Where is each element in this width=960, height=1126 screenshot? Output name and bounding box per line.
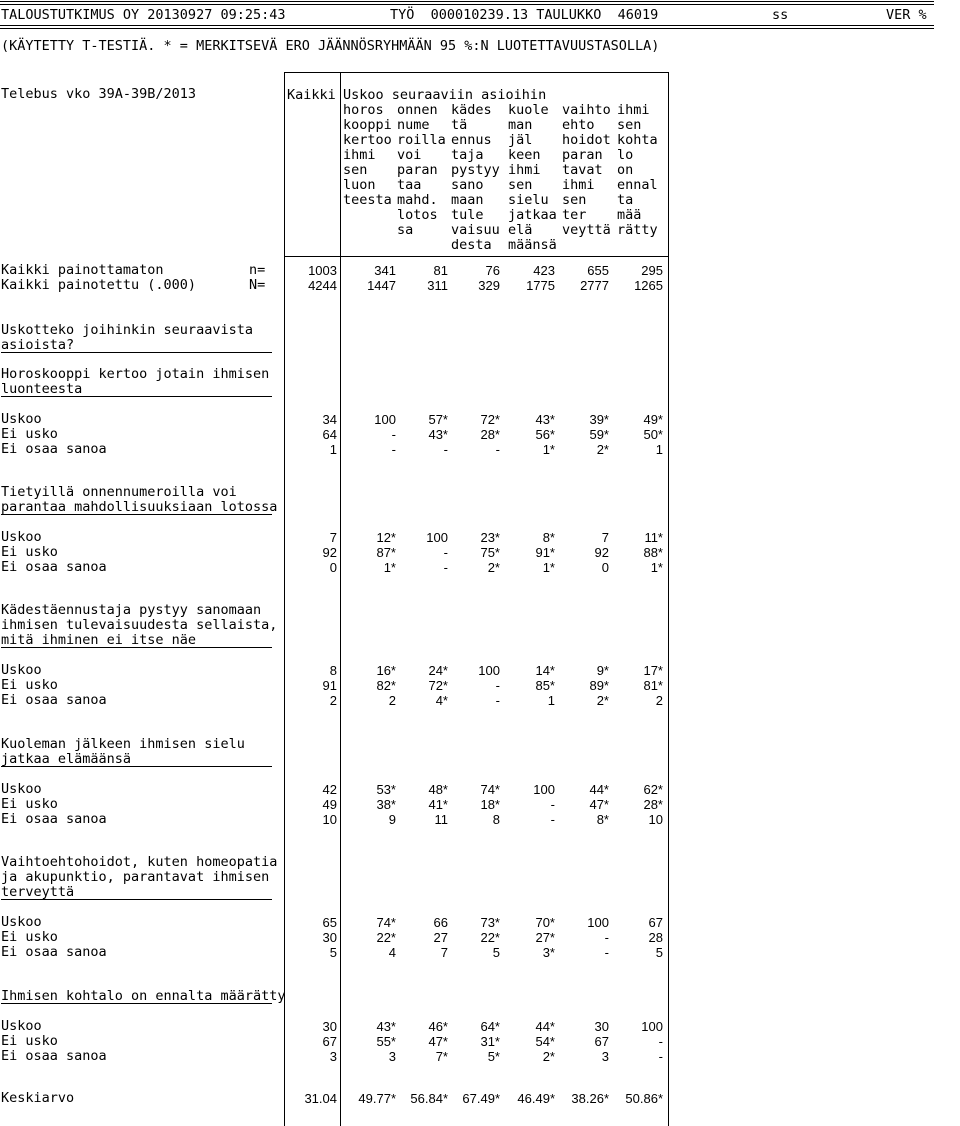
cell-value: 9* bbox=[596, 663, 609, 678]
cell-value: 27 bbox=[433, 930, 448, 945]
totals-value: 4244 bbox=[308, 278, 337, 293]
cell-value: 70* bbox=[535, 915, 555, 930]
section-title-line: ihmisen tulevaisuudesta sellaista, bbox=[1, 617, 278, 633]
sub-header-word: hoidot bbox=[562, 132, 611, 148]
sub-header-word: ihmi bbox=[562, 177, 595, 193]
sub-header-word: ehto bbox=[562, 117, 595, 133]
sub-header-word: sen bbox=[508, 177, 533, 193]
cell-value: 7 bbox=[329, 530, 337, 545]
row-label: Ei osaa sanoa bbox=[1, 692, 107, 708]
cell-value: 30 bbox=[594, 1019, 609, 1034]
sub-header-word: sa bbox=[397, 222, 414, 238]
sub-header-word: tavat bbox=[562, 162, 603, 178]
mean-label: Keskiarvo bbox=[1, 1090, 75, 1106]
cell-value: 65 bbox=[322, 915, 337, 930]
sub-header-word: taja bbox=[451, 147, 484, 163]
totals-value: 2777 bbox=[580, 278, 609, 293]
totals-code: n= bbox=[249, 262, 266, 278]
cell-value: 1* bbox=[650, 560, 663, 575]
cell-value: 67 bbox=[594, 1034, 609, 1049]
totals-value: 423 bbox=[533, 263, 555, 278]
section-title-line: mitä ihminen ei itse näe bbox=[1, 632, 197, 648]
sub-header-word: ta bbox=[617, 192, 634, 208]
mean-value: 67.49* bbox=[462, 1091, 500, 1106]
cell-value: 2 bbox=[655, 693, 663, 708]
sub-header-word: on bbox=[617, 162, 634, 178]
cell-value: 48* bbox=[428, 782, 448, 797]
cell-value: 28* bbox=[480, 427, 500, 442]
section-title-underline bbox=[1, 766, 272, 767]
totals-value: 1003 bbox=[308, 263, 337, 278]
cell-value: 53* bbox=[376, 782, 396, 797]
header-bottom-line bbox=[284, 256, 668, 257]
totals-code: N= bbox=[249, 277, 266, 293]
row-label: Uskoo bbox=[1, 781, 42, 797]
cell-value: 24* bbox=[428, 663, 448, 678]
cell-value: 89* bbox=[589, 678, 609, 693]
sub-header-word: man bbox=[508, 117, 533, 133]
cell-value: - bbox=[443, 560, 448, 575]
cell-value: 16* bbox=[376, 663, 396, 678]
version-label: VER % bbox=[886, 7, 927, 23]
cell-value: 2* bbox=[487, 560, 500, 575]
question-line-2: asioista? bbox=[1, 337, 75, 353]
cell-value: 8 bbox=[492, 812, 500, 827]
section-title-underline bbox=[1, 514, 272, 515]
cell-value: 1* bbox=[542, 442, 555, 457]
cell-value: 7 bbox=[440, 945, 448, 960]
cell-value: 2 bbox=[329, 693, 337, 708]
cell-value: 2* bbox=[596, 442, 609, 457]
sub-header-word: kertoo bbox=[343, 132, 392, 148]
cell-value: - bbox=[604, 945, 609, 960]
totals-value: 311 bbox=[427, 278, 448, 293]
cell-value: 91* bbox=[535, 545, 555, 560]
sub-header-word: vaihto bbox=[562, 102, 611, 118]
column-divider-1 bbox=[284, 72, 285, 1126]
sub-header-word: keen bbox=[508, 147, 541, 163]
sub-header-word: sielu bbox=[508, 192, 549, 208]
row-label: Ei osaa sanoa bbox=[1, 1048, 107, 1064]
cell-value: 75* bbox=[480, 545, 500, 560]
section-title-line: parantaa mahdollisuuksiaan lotossa bbox=[1, 499, 278, 515]
row-label: Ei usko bbox=[1, 426, 58, 442]
cell-value: 11 bbox=[434, 812, 448, 827]
cell-value: 57* bbox=[428, 412, 448, 427]
cell-value: 49 bbox=[322, 797, 337, 812]
totals-label: Kaikki painottamaton bbox=[1, 262, 164, 278]
cell-value: 92 bbox=[322, 545, 337, 560]
cell-value: 74* bbox=[480, 782, 500, 797]
sub-header-word: ihmi bbox=[617, 102, 650, 118]
cell-value: - bbox=[391, 427, 396, 442]
mean-value: 49.77* bbox=[358, 1091, 396, 1106]
sub-header-word: ennal bbox=[617, 177, 658, 193]
question-line-1: Uskotteko joihinkin seuraavista bbox=[1, 322, 253, 338]
sub-header-word: vaisuu bbox=[451, 222, 500, 238]
section-title-line: Kuoleman jälkeen ihmisen sielu bbox=[1, 736, 245, 752]
cell-value: 81* bbox=[643, 678, 663, 693]
cell-value: 44* bbox=[535, 1019, 555, 1034]
row-label: Uskoo bbox=[1, 411, 42, 427]
sub-header-word: paran bbox=[397, 162, 438, 178]
cell-value: 47* bbox=[428, 1034, 448, 1049]
cell-value: 17* bbox=[643, 663, 663, 678]
cell-value: 0 bbox=[601, 560, 609, 575]
cell-value: 92 bbox=[594, 545, 609, 560]
totals-value: 655 bbox=[587, 263, 609, 278]
sub-header-word: paran bbox=[562, 147, 603, 163]
cell-value: 10 bbox=[322, 812, 337, 827]
cell-value: - bbox=[443, 545, 448, 560]
sub-header-word: onnen bbox=[397, 102, 438, 118]
cell-value: 22* bbox=[480, 930, 500, 945]
sub-header-word: lotos bbox=[397, 207, 438, 223]
cell-value: 91 bbox=[322, 678, 337, 693]
cell-value: 5 bbox=[329, 945, 337, 960]
row-label: Ei osaa sanoa bbox=[1, 441, 107, 457]
cell-value: 43* bbox=[535, 412, 555, 427]
cell-value: 14* bbox=[535, 663, 555, 678]
cell-value: - bbox=[391, 442, 396, 457]
section-title-line: jatkaa elämäänsä bbox=[1, 751, 132, 767]
cell-value: 5 bbox=[492, 945, 500, 960]
sub-header-word: voi bbox=[397, 147, 422, 163]
sub-header-word: jäl bbox=[508, 132, 533, 148]
sub-header-word: kooppi bbox=[343, 117, 392, 133]
section-title-line: luonteesta bbox=[1, 381, 83, 397]
top-rule bbox=[0, 0, 960, 6]
column-divider-3 bbox=[668, 72, 669, 1126]
cell-value: 8* bbox=[542, 530, 555, 545]
cell-value: 1* bbox=[542, 560, 555, 575]
sub-header-word: maan bbox=[451, 192, 484, 208]
cell-value: 3 bbox=[388, 1049, 396, 1064]
section-title-line: ja akupunktio, parantavat ihmisen bbox=[1, 869, 270, 885]
cell-value: 27* bbox=[535, 930, 555, 945]
cell-value: 22* bbox=[376, 930, 396, 945]
sub-header-word: kädes bbox=[451, 102, 492, 118]
sub-header-word: jatkaa bbox=[508, 207, 557, 223]
cell-value: 10 bbox=[648, 812, 663, 827]
cell-value: 100 bbox=[374, 412, 396, 427]
cell-value: 2 bbox=[388, 693, 396, 708]
sub-header-word: ennus bbox=[451, 132, 492, 148]
sub-header-word: lo bbox=[617, 147, 634, 163]
cell-value: 5* bbox=[487, 1049, 500, 1064]
cell-value: - bbox=[550, 812, 555, 827]
cell-value: 1 bbox=[655, 442, 663, 457]
cell-value: 66 bbox=[433, 915, 448, 930]
mean-value: 50.86* bbox=[625, 1091, 663, 1106]
row-label: Uskoo bbox=[1, 914, 42, 930]
col-kaikki: Kaikki bbox=[287, 87, 336, 103]
sub-header-word: tule bbox=[451, 207, 484, 223]
cell-value: 64 bbox=[322, 427, 337, 442]
section-title-underline bbox=[1, 396, 272, 397]
column-divider-2 bbox=[340, 72, 341, 1126]
user-code: ss bbox=[772, 7, 789, 23]
section-title-underline bbox=[1, 899, 272, 900]
cell-value: 72* bbox=[480, 412, 500, 427]
cell-value: 18* bbox=[480, 797, 500, 812]
sub-header-word: ihmi bbox=[508, 162, 541, 178]
cell-value: 67 bbox=[648, 915, 663, 930]
row-label: Ei osaa sanoa bbox=[1, 944, 107, 960]
sub-header-word: rätty bbox=[617, 222, 658, 238]
cell-value: - bbox=[495, 678, 500, 693]
sub-header-word: sen bbox=[562, 192, 587, 208]
cell-value: 11* bbox=[644, 530, 663, 545]
row-label: Uskoo bbox=[1, 1018, 42, 1034]
cell-value: 2* bbox=[596, 693, 609, 708]
sub-header-word: teesta bbox=[343, 192, 392, 208]
cell-value: 67 bbox=[322, 1034, 337, 1049]
section-title-line: Ihmisen kohtalo on ennalta määrätty bbox=[1, 988, 286, 1004]
cell-value: 34 bbox=[322, 412, 337, 427]
section-title-line: Horoskooppi kertoo jotain ihmisen bbox=[1, 366, 270, 382]
cell-value: 38* bbox=[376, 797, 396, 812]
cell-value: 100 bbox=[478, 663, 500, 678]
row-label: Ei usko bbox=[1, 929, 58, 945]
sub-header-word: luon bbox=[343, 177, 376, 193]
totals-label: Kaikki painotettu (.000) bbox=[1, 277, 197, 293]
mean-value: 38.26* bbox=[571, 1091, 609, 1106]
cell-value: 28 bbox=[648, 930, 663, 945]
sub-header-word: sano bbox=[451, 177, 484, 193]
cell-value: 2* bbox=[542, 1049, 555, 1064]
cell-value: - bbox=[658, 1049, 663, 1064]
mean-value: 31.04 bbox=[304, 1091, 337, 1106]
sub-header-word: roilla bbox=[397, 132, 446, 148]
totals-value: 1775 bbox=[526, 278, 555, 293]
totals-value: 81 bbox=[433, 263, 448, 278]
cell-value: 72* bbox=[428, 678, 448, 693]
row-label: Ei usko bbox=[1, 677, 58, 693]
row-label: Ei osaa sanoa bbox=[1, 811, 107, 827]
cell-value: 30 bbox=[322, 1019, 337, 1034]
totals-value: 295 bbox=[641, 263, 663, 278]
sub-header-word: kohta bbox=[617, 132, 658, 148]
cell-value: - bbox=[443, 442, 448, 457]
cell-value: 59* bbox=[589, 427, 609, 442]
cell-value: 62* bbox=[643, 782, 663, 797]
cell-value: 74* bbox=[376, 915, 396, 930]
cell-value: 100 bbox=[533, 782, 555, 797]
cell-value: 54* bbox=[535, 1034, 555, 1049]
row-label: Ei usko bbox=[1, 544, 58, 560]
cell-value: 8 bbox=[329, 663, 337, 678]
cell-value: 100 bbox=[587, 915, 609, 930]
cell-value: 73* bbox=[480, 915, 500, 930]
cell-value: 56* bbox=[535, 427, 555, 442]
second-rule bbox=[0, 24, 960, 30]
section-title-line: terveyttä bbox=[1, 884, 75, 900]
sub-header-word: desta bbox=[451, 237, 492, 253]
report-id: TALOUSTUTKIMUS OY 20130927 09:25:43 bbox=[1, 7, 286, 23]
cell-value: 43* bbox=[376, 1019, 396, 1034]
cell-value: 8* bbox=[596, 812, 609, 827]
job-id: TYÖ 000010239.13 TAULUKKO 46019 bbox=[390, 7, 659, 23]
cell-value: 55* bbox=[376, 1034, 396, 1049]
sub-header-word: taa bbox=[397, 177, 422, 193]
mean-value: 56.84* bbox=[410, 1091, 448, 1106]
cell-value: 42 bbox=[322, 782, 337, 797]
header-top-line bbox=[284, 72, 668, 73]
totals-value: 329 bbox=[478, 278, 500, 293]
sub-header-word: tä bbox=[451, 117, 468, 133]
row-label: Uskoo bbox=[1, 662, 42, 678]
sub-header-word: sen bbox=[343, 162, 368, 178]
section-title-underline bbox=[1, 647, 272, 648]
sub-header-word: kuole bbox=[508, 102, 549, 118]
cell-value: 82* bbox=[376, 678, 396, 693]
cell-value: 49* bbox=[643, 412, 663, 427]
cell-value: - bbox=[550, 797, 555, 812]
cell-value: 3* bbox=[542, 945, 555, 960]
cell-value: - bbox=[658, 1034, 663, 1049]
cell-value: 7 bbox=[601, 530, 609, 545]
sub-header-word: sen bbox=[617, 117, 642, 133]
mean-value: 46.49* bbox=[517, 1091, 555, 1106]
cell-value: 100 bbox=[641, 1019, 663, 1034]
cell-value: 39* bbox=[589, 412, 609, 427]
cell-value: 7* bbox=[435, 1049, 448, 1064]
section-title-line: Tietyillä onnennumeroilla voi bbox=[1, 484, 237, 500]
cell-value: 31* bbox=[480, 1034, 500, 1049]
cell-value: 9 bbox=[388, 812, 396, 827]
row-label: Ei usko bbox=[1, 796, 58, 812]
cell-value: 64* bbox=[480, 1019, 500, 1034]
section-title-line: Kädestäennustaja pystyy sanomaan bbox=[1, 602, 262, 618]
sub-header-word: ter bbox=[562, 207, 587, 223]
cell-value: 85* bbox=[535, 678, 555, 693]
survey-title: Telebus vko 39A-39B/2013 bbox=[1, 86, 197, 102]
cell-value: 1 bbox=[329, 442, 337, 457]
cell-value: 43* bbox=[428, 427, 448, 442]
row-label: Ei osaa sanoa bbox=[1, 559, 107, 575]
cell-value: - bbox=[604, 930, 609, 945]
sub-header-word: ihmi bbox=[343, 147, 376, 163]
cell-value: 12* bbox=[376, 530, 396, 545]
col-group-title: Uskoo seuraaviin asioihin bbox=[343, 87, 547, 103]
cell-value: 30 bbox=[322, 930, 337, 945]
sub-header-word: horos bbox=[343, 102, 384, 118]
cell-value: 88* bbox=[643, 545, 663, 560]
cell-value: 4* bbox=[435, 693, 448, 708]
cell-value: 3 bbox=[329, 1049, 337, 1064]
sub-header-word: elä bbox=[508, 222, 533, 238]
row-label: Ei usko bbox=[1, 1033, 58, 1049]
sub-header-word: määnsä bbox=[508, 237, 557, 253]
row-label: Uskoo bbox=[1, 529, 42, 545]
totals-value: 1265 bbox=[634, 278, 663, 293]
section-title-line: Vaihtoehtohoidot, kuten homeopatia bbox=[1, 854, 278, 870]
cell-value: 4 bbox=[388, 945, 396, 960]
sub-header-word: mää bbox=[617, 207, 642, 223]
cell-value: 47* bbox=[589, 797, 609, 812]
totals-value: 1447 bbox=[367, 278, 396, 293]
cell-value: 1 bbox=[547, 693, 555, 708]
cell-value: 28* bbox=[643, 797, 663, 812]
cell-value: 41* bbox=[428, 797, 448, 812]
totals-value: 341 bbox=[374, 263, 396, 278]
sub-header-word: pystyy bbox=[451, 162, 500, 178]
cell-value: 1* bbox=[383, 560, 396, 575]
section-title-underline bbox=[1, 1003, 272, 1004]
cell-value: 46* bbox=[428, 1019, 448, 1034]
cell-value: - bbox=[495, 693, 500, 708]
cell-value: 23* bbox=[480, 530, 500, 545]
cell-value: 50* bbox=[643, 427, 663, 442]
question-underline bbox=[1, 352, 272, 353]
cell-value: 44* bbox=[589, 782, 609, 797]
cell-value: 0 bbox=[329, 560, 337, 575]
cell-value: 100 bbox=[426, 530, 448, 545]
sub-header-word: veyttä bbox=[562, 222, 611, 238]
cell-value: 87* bbox=[376, 545, 396, 560]
sub-header-word: nume bbox=[397, 117, 430, 133]
cell-value: - bbox=[495, 442, 500, 457]
test-note: (KÄYTETTY T-TESTIÄ. * = MERKITSEVÄ ERO JÄÄNNÖSRYHMÄÄN 95 %:N LUOTETTAVUUSTASOLLA) bbox=[1, 38, 660, 54]
totals-value: 76 bbox=[485, 263, 500, 278]
cell-value: 5 bbox=[655, 945, 663, 960]
cell-value: 3 bbox=[601, 1049, 609, 1064]
sub-header-word: mahd. bbox=[397, 192, 438, 208]
